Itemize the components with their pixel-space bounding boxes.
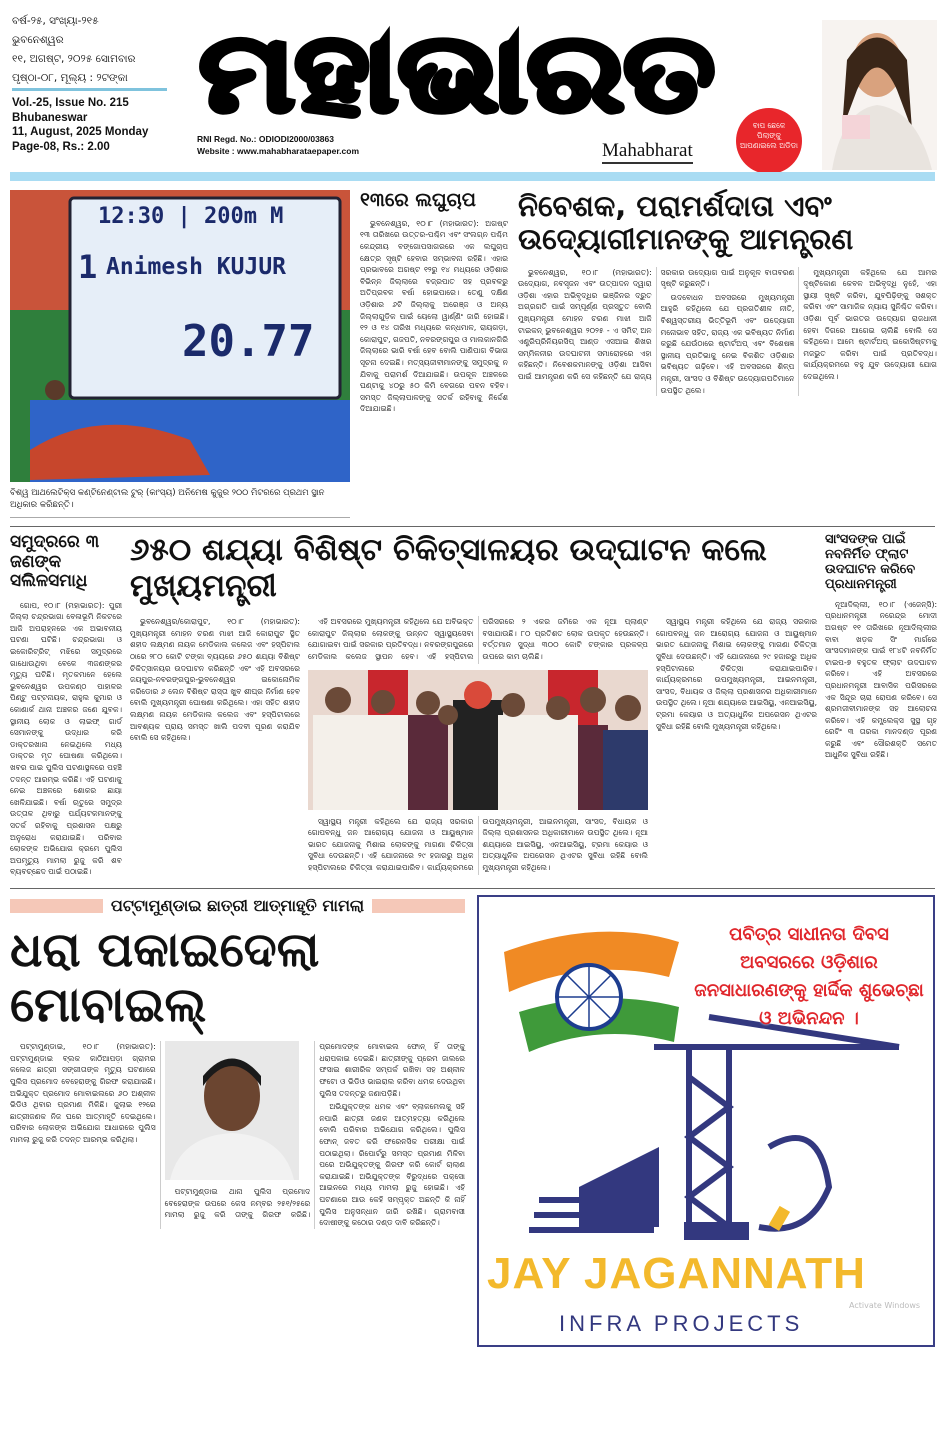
headline: ନିବେଶକ, ପରାମର୍ଶଦାତା ଏବଂ ଉଦ୍ୟୋଗୀମାନଙ୍କୁ ଆମନ୍ତ୍ରଣ [518, 189, 854, 257]
headline: ସମୁଦ୍ରରେ ୩ ଜଣଙ୍କ ସଲିଳସମାଧି [10, 532, 100, 592]
ad-tagline: INFRA PROJECTS [559, 1310, 804, 1336]
top-section [0, 184, 945, 526]
article-low-pressure [360, 190, 508, 417]
headline: ୬୫୦ ଶଯ୍ୟା ବିଶିଷ୍ଟ ଚିକିତ୍ସାଳୟର ଉଦ୍‌ଘାଟନ କଲେ ମୁଖ୍ୟମନ୍ତ୍ରୀ [130, 532, 767, 604]
decor-bar [10, 899, 103, 913]
scoreboard-rank: 1 [78, 248, 98, 286]
article-body: ସ୍ୱାସ୍ଥ୍ୟ ମନ୍ତ୍ରୀ କହିଥିଲେ ଯେ ରାଜ୍ୟ ସରକାର ଗୋପବନ୍ଧୁ ଜନ ଆରୋଗ୍ୟ ଯୋଜନା ଓ ଆୟୁଷ୍ମାନ ଭାରତ ଯୋଜନାକୁ ମିଶାଇ ଲୋକଙ୍କୁ ମାଗଣା ଚିକିତ୍ସା ସୁବିଧା ଦେଉଛନ୍ତି। ଏହି ଯୋଜନାରେ ୨୯ ହଜାରରୁ ଅଧିକ ହସ୍ପିଟାଲରେ ଚିକିତ୍ସା କରାଯାଇପାରିବ। କାର୍ଯ୍ୟକ୍ରମରେ ଉପମୁଖ୍ୟମନ୍ତ୍ରୀ, ଆଇନମନ୍ତ୍ରୀ, ସାଂସଦ, ବିଧାୟକ ଓ ଜିଲ୍ଲା ପ୍ରଶାସନର ଅଧିକାରୀମାନେ ଉପସ୍ଥିତ ଥିଲେ। ନୂଆ ଶଯ୍ୟାରେ ଆଇସିୟୁ, ଏନଆଇସିୟୁ, ଟ୍ରମା କେୟାର ଓ ଅତ୍ୟାଧୁନିକ ଅପରେସନ ଥିଏଟର ସୁବିଧା ରହିଛି ବୋଲି ମୁଖ୍ୟମନ୍ତ୍ରୀ କହିଥିଲେ। [308, 816, 648, 873]
registration-info [197, 133, 359, 157]
ad-brand [487, 1249, 927, 1299]
article-body: ପଟ୍ଟାମୁଣ୍ଡାଇ, ୧୦।୮ (ମହାଭାରତ): ପଟ୍ଟାମୁଣ୍ଡାଇ ବ୍ଲକ କାଠିଆପଡ଼ା ଗ୍ରାମର କଲେଜ ଛାତ୍ରୀ ସଙ୍ଗୀତାଙ୍କ ମୃତ୍ୟୁ ଘଟଣାରେ ପୁଲିସ ପ୍ରମୋଦ ବେହେରାଙ୍କୁ ଗିରଫ କରାଯାଇଛି। ଅଭିଯୁକ୍ତ ପ୍ରମୋଦ ମୋବାଇଲରେ ୬୦ ଅଶ୍ଳୀଳ ଭିଡିଓ ଥିବାର ପ୍ରମାଣ ମିଳିଛି। ଜୁଲାଇ ୧୨ରେ ଛାତ୍ରୀଜଣକ ନିଜ ଘରେ ଆତ୍ମାହୂତି ଦେଇଥିଲେ। ପରିବାର ଲୋକଙ୍କ ଅଭିଯୋଗ ଆଧାରରେ ପୁଲିସ ମାମଲା ରୁଜୁ କରି ତଦନ୍ତ ଆରମ୍ଭ କରିଥିଲା। [10, 1042, 156, 1145]
jay-jagannath-ad [477, 895, 935, 1347]
middle-section [0, 527, 945, 888]
scoreboard-name: Animesh KUJUR [106, 254, 287, 280]
ad-brand-word: JAY [487, 1248, 571, 1298]
athlete-photo [10, 190, 350, 482]
article-drowning [10, 533, 122, 880]
accused-photo [165, 1041, 299, 1180]
headline: ଧରା ପକାଇଦେଲା ମୋବାଇଲ୍ [10, 921, 320, 1034]
headline: ସାଂସଦଙ୍କ ପାଇଁ ନବନିର୍ମିତ ଫ୍ଲାଟ ଉଦଘାଟନ କରିବେ ପ୍ରଧାନମନ୍ତ୍ରୀ [825, 532, 916, 592]
masthead-logo [195, 6, 720, 130]
os-watermark: Activate Windows [849, 1300, 921, 1310]
scoreboard-time: 20.77 [182, 316, 315, 367]
header-ad-badge: ବାପ ଛେଳେ ପିଲାଙ୍କୁ ଆପଣାଇଲେ ଅଡିଡା [736, 108, 802, 174]
issue-city-odia: ଭୁବନେଶ୍ୱର [12, 34, 64, 46]
decor-bar [372, 899, 465, 913]
photo-column [10, 190, 350, 518]
photo-caption: ବିଶ୍ୱ ଆଥଲେଟିକ୍ସ କଣ୍ଟିନେଣ୍ଟାଲ ଟୁର୍ (କାଂସ୍ୟ) ଅନିମେଷ କୁଜୁର ୨୦୦ ମିଟରରେ ପ୍ରଥମ ସ୍ଥାନ ଅଧିକାର କରିଛନ୍ତି। [10, 487, 350, 518]
logo-text: ମହାଭାରତ [199, 11, 715, 130]
header-band [10, 172, 935, 181]
article-body: ଗୋପ, ୧୦।୮ (ମହାଭାରତ): ପୁରୀ ଜିଲ୍ଲା ଚନ୍ଦ୍ରଭାଗା ବେଳାଭୂମି ନିକଟରେ ଆଜି ଅପରାହ୍ନରେ ଏକ ଅଭାବନୀୟ ଘଟଣା ଘଟିଛି। ଚନ୍ଦ୍ରଭାଗା ଓ ଇକୋରିଟ୍ରିଟ୍ ମଝିରେ ସମୁଦ୍ରରେ ଗାଧୋଉଥିବା ବେଳେ ୩ଜଣଙ୍କର ମୃତ୍ୟୁ ଘଟିଛି। ମୃତକମାନେ ହେଲେ ଭୁବନେଶ୍ୱର ଉପକଣ୍ଠ ପାହାଳର ପିଣ୍ଟୁ ପଟ୍ଟନାୟକ, ରାହୁଲ କୁମାର ଓ କୋଣାର୍କ ଥାନା ଅଞ୍ଚଳର ଜଣେ ଯୁବକ। ସ୍ଥାନୀୟ ଲୋକ ଓ ଲାଇଫ୍ ଗାର୍ଡ ସେମାନଙ୍କୁ ଉଦ୍ଧାର କରି ଡାକ୍ତରଖାନା ନେଇଥିଲେ ମଧ୍ୟ ଡାକ୍ତର ମୃତ ଘୋଷଣା କରିଥିଲେ। ଖବର ପାଇ ପୁଲିସ ଘଟଣାସ୍ଥଳରେ ପହଞ୍ଚି ତଦନ୍ତ ଆରମ୍ଭ କରିଛି। ଏହି ଘଟଣାକୁ ନେଇ ଅଞ୍ଚଳରେ ଶୋକର ଛାୟା ଖେଳିଯାଇଛି। ବର୍ଷା ଋତୁରେ ସମୁଦ୍ର ଉତ୍ତାଳ ଥିବାରୁ ପର୍ଯ୍ୟଟକମାନଙ୍କୁ ସତର୍କ ରହିବାକୁ ପ୍ରଶାସନ ପକ୍ଷରୁ ଅନୁରୋଧ କରାଯାଇଛି। ପରିବାର ଲୋକଙ୍କ ଅଭିଯୋଗ କ୍ରମେ ପୁଲିସ ଅପମୃତ୍ୟୁ ମାମଲା ରୁଜୁ କରି ଶବ ବ୍ୟବଚ୍ଛେଦ ପାଇଁ ପଠାଇଛି। [10, 600, 122, 877]
article-mp-flats [825, 533, 937, 763]
divider [12, 88, 167, 91]
headline: ୧୩ରେ ଲଘୁଚାପ [360, 189, 476, 211]
inauguration-photo [308, 670, 648, 810]
article-body: ଭୁବନେଶ୍ୱର, ୧୦।୮ (ମହାଭାରତ): ଉଦ୍ୟୋଗ, ନବସୃଜନ ଏବଂ ଉତ୍ପାଦନ ଦ୍ୱାରା ଓଡ଼ିଶା ଏହାର ଅଭିବୃଦ୍ଧିର ଇଞ୍ଜିନର ଦ୍ରୁତ ଅଗ୍ରଗତି ପାଇଁ ସମ୍ପୂର୍ଣ୍ଣ ପ୍ରସ୍ତୁତ ବୋଲି ମୁଖ୍ୟମନ୍ତ୍ରୀ ମୋହନ ଚରଣ ମାଝୀ ଆଜି ଟାଇକନ୍ ଭୁବନେଶ୍ୱର ୨୦୨୫ - ଏ ସମିଟ୍ ଅନ ଏଣ୍ଟ୍ରିପ୍ରିନିୟରସିପ୍ ଆଣ୍ଡ ଏସଆଇ ଶିଖର ସମ୍ମିଳନୀର ଉଦଘାଟନୀ ସମାରୋହରେ ଏହା କହିଛନ୍ତି। ନିବେଶକମାନଙ୍କୁ ଓଡ଼ିଶା ଆସିବା ପାଇଁ ଆମନ୍ତ୍ରଣ କରି ସେ କହିଛନ୍ତି ଯେ ରାଜ୍ୟ ସରକାର ଉଦ୍ୟୋଗ ପାଇଁ ଅନୁକୂଳ ବାତାବରଣ ସୃଷ୍ଟି କରୁଛନ୍ତି। [518, 267, 795, 382]
scoreboard-header: 12:30 | 200m M [98, 204, 284, 229]
article-body: ମୁଖ୍ୟମନ୍ତ୍ରୀ କହିଥିଲେ ଯେ ଆମର ଦୃଷ୍ଟିକୋଣ କେବଳ ଅଭିବୃଦ୍ଧି ନୁହେଁ, ଏହା ସ୍ଥାୟୀ ସୃଷ୍ଟି କରିବା, ଯୁବପିଢ଼ିଙ୍କୁ ସଶକ୍ତ କରିବା ଏବଂ ସାମାଜିକ ନ୍ୟାୟ ସୁନିଶ୍ଚିତ କରିବା। ଓଡ଼ିଶା ପୂର୍ବ ଭାରତର ଉଦ୍ୟୋଗ ରାଜଧାନୀ ହେବା ଦିଗରେ ଆଗେଇ ଚାଲିଛି ବୋଲି ସେ କହିଥିଲେ। ଆମେ ଷ୍ଟାର୍ଟଅପ୍ ଇକୋସିଷ୍ଟମକୁ ମଜଭୁତ କରିବା ପାଇଁ ପ୍ରତିବଦ୍ଧ। କାର୍ଯ୍ୟକ୍ରମରେ ବହୁ ଯୁବ ଉଦ୍ୟୋଗୀ ଯୋଗ ଦେଇଥିଲେ। [803, 267, 937, 382]
article-body: ସ୍ୱାସ୍ଥ୍ୟ ମନ୍ତ୍ରୀ କହିଥିଲେ ଯେ ରାଜ୍ୟ ସରକାର ଗୋପବନ୍ଧୁ ଜନ ଆରୋଗ୍ୟ ଯୋଜନା ଓ ଆୟୁଷ୍ମାନ ଭାରତ ଯୋଜନାକୁ ମିଶାଇ ଲୋକଙ୍କୁ ମାଗଣା ଚିକିତ୍ସା ସୁବିଧା ଦେଉଛନ୍ତି। ଏହି ଯୋଜନାରେ ୨୯ ହଜାରରୁ ଅଧିକ ହସ୍ପିଟାଲରେ ଚିକିତ୍ସା କରାଯାଇପାରିବ। କାର୍ଯ୍ୟକ୍ରମରେ ଉପମୁଖ୍ୟମନ୍ତ୍ରୀ, ଆଇନମନ୍ତ୍ରୀ, ସାଂସଦ, ବିଧାୟକ ଓ ଜିଲ୍ଲା ପ୍ରଶାସନର ଅଧିକାରୀମାନେ ଉପସ୍ଥିତ ଥିଲେ। ନୂଆ ଶଯ୍ୟାରେ ଆଇସିୟୁ, ଏନଆଇସିୟୁ, ଟ୍ରମା କେୟାର ଓ ଅତ୍ୟାଧୁନିକ ଅପରେସନ ଥିଏଟର ସୁବିଧା ରହିଛି ବୋଲି ମୁଖ୍ୟମନ୍ତ୍ରୀ କହିଥିଲେ। [656, 617, 817, 731]
article-body: ଉଦବୋଧନ ଅବସରରେ ମୁଖ୍ୟମନ୍ତ୍ରୀ ଆହୁରି କହିଥିଲେ ଯେ ପ୍ରଗତିଶୀଳ ନୀତି, ବିଶ୍ୱସ୍ତରୀୟ ଭିତ୍ତିଭୂମି ଏବଂ ଉଦ୍ୟୋଗୀ ମନୋଭାବ ସହିତ, ରାଜ୍ୟ ଏକ ଭବିଷ୍ୟତ ନିର୍ମାଣ କରୁଛି ଯେଉଁଠାରେ ଷ୍ଟାର୍ଟଅପ୍ ଏବଂ ବିଶେଷଜ୍ଞ ସ୍ଥାନୀୟ ପ୍ରତିଭାକୁ ନେଇ ବିକଶିତ ଓଡ଼ିଶାର ଭବିଷ୍ୟତ ଗଢ଼ିବେ। ଏହି ଅବସରରେ ଶିଳ୍ପ ମନ୍ତ୍ରୀ, ସାଂସଦ ଓ ବିଶିଷ୍ଟ ଉଦ୍ୟୋଗପତିମାନେ ଉପସ୍ଥିତ ଥିଲେ। [660, 292, 795, 395]
inauguration-group-icon [308, 670, 648, 810]
article-kicker [10, 895, 465, 917]
ad-brand-word: JAGANNATH [584, 1248, 866, 1298]
brand-name: Mahabharat [602, 140, 693, 164]
article-body: ଅଭିଯୁକ୍ତଙ୍କ ଧମକ ଏବଂ ବ୍ଲାକମେଲକୁ ସହି ନପାରି ଛାତ୍ରୀ ଜଣକ ଆତ୍ମହତ୍ୟା କରିଥିଲେ ବୋଲି ପରିବାର ଅଭିଯୋଗ କରିଥିଲେ। ପୁଲିସ ଫୋନ୍ ଜବତ କରି ଫରେନସିକ ପରୀକ୍ଷା ପାଇଁ ପଠାଇଥିଲା। ରିପୋର୍ଟରୁ ସମସ୍ତ ପ୍ରମାଣ ମିଳିବା ପରେ ଅଭିଯୁକ୍ତଙ୍କୁ ଗିରଫ କରି କୋର୍ଟ ଚାଲାଣ କରାଯାଇଛି। ଅଭିଯୁକ୍ତଙ୍କ ବିରୁଦ୍ଧରେ ପକ୍ସୋ ଆଇନରେ ମଧ୍ୟ ମାମଲା ରୁଜୁ ହୋଇଛି। ଏହି ଘଟଣାରେ ଆଉ କେହି ସମ୍ପୃକ୍ତ ଅଛନ୍ତି କି ନାହିଁ ପୁଲିସ ଅନୁସନ୍ଧାନ ଜାରି ରଖିଛି। ଗ୍ରାମବାସୀ ଦୋଷୀଙ୍କୁ କଠୋର ଦଣ୍ଡ ଦାବି କରିଛନ୍ତି। [319, 1102, 465, 1228]
article-body: ନୂଆଦିଲ୍ଲୀ, ୧୦।୮ (ଏଜେନ୍ସି): ପ୍ରଧାନମନ୍ତ୍ରୀ ନରେନ୍ଦ୍ର ମୋଦୀ ଅଗଷ୍ଟ ୧୧ ତାରିଖରେ ନୂଆଦିଲ୍ଲୀର ବାବା ଖଡ଼କ ସିଂ ମାର୍ଗରେ ସାଂସଦମାନଙ୍କ ପାଇଁ ୧୮୪ଟି ନବନିର୍ମିତ ଟାଇପ-୭ ବହୁତଳ ଫ୍ଲାଟ ଉଦଘାଟନ କରିବେ। ଏହି ଅବସରରେ ପ୍ରଧାନମନ୍ତ୍ରୀ ଆବାସିକ ପରିସରରେ ଏକ ସିନ୍ଦୂର ଚାରା ରୋପଣ କରିବେ। ସେ ଶ୍ରମଜୀବୀମାନଙ୍କ ସହ ଆଲୋଚନା କରିବେ। ଏହି କମ୍ପ୍ଲେକ୍ସ ସୁସ୍ଥ ଗୃହ ରେଟିଂ ୩ ତାରକା ମାନଦଣ୍ଡ ପୂରଣ କରୁଛି ଏବଂ ସୌରଶକ୍ତି ସମେତ ଆଧୁନିକ ସୁବିଧା ରହିଛି। [825, 599, 937, 760]
rni-number: RNI Regd. No.: ODIODI2000/03863 [197, 134, 334, 144]
issue-volume: Vol.-25, Issue No. 215 [12, 97, 129, 109]
issue-page-odia: ପୃଷ୍ଠା-୦୮, ମୂଲ୍ୟ : ୨ଟଙ୍କା [12, 72, 128, 84]
article-body: ପଟ୍ଟାମୁଣ୍ଡାଇ ଥାନା ପୁଲିସ ପ୍ରମୋଦ ବେହେରାଙ୍କ ଉପରେ କେସ ନମ୍ବର ୨୫୧/୨୫ରେ ମାମଲା ରୁଜୁ କରି ତାଙ୍କୁ ଗିରଫ କରିଛି। ପ୍ରମୋଦଙ୍କ ମୋବାଇଲ ଫୋନ୍ ହିଁ ତାଙ୍କୁ ଧରାପକାଇ ଦେଇଛି। ଛାତ୍ରୀଙ୍କୁ ପ୍ରେମ ଜାଲରେ ଫସାଇ ଶାରୀରିକ ସମ୍ପର୍କ ରଖିବା ସହ ଅଶ୍ଳୀଳ ଫଟୋ ଓ ଭିଡିଓ ଭାଇରାଲ କରିବା ଧମକ ଦେଉଥିବା ପୁଲିସ ତଦନ୍ତରୁ ଜଣାପଡ଼ିଛି। [164, 1042, 465, 1220]
issue-volume-odia: ବର୍ଷ-୨୫, ସଂଖ୍ୟା-୨୧୫ [12, 15, 99, 27]
article-body: ଭୁବନେଶ୍ୱର/କୋରାପୁଟ, ୧୦।୮ (ମହାଭାରତ): ମୁଖ୍ୟମନ୍ତ୍ରୀ ମୋହନ ଚରଣ ମାଝୀ ଆଜି କୋରାପୁଟ ସ୍ଥିତ ଶହୀଦ ଲକ୍ଷ୍ମଣ ନାୟକ ମେଡିକାଲ କଲେଜ ଏବଂ ହସ୍ପିଟାଲ ଠାରେ ୨୮୦ କୋଟି ଟଙ୍କା ବ୍ୟୟରେ ୬୫୦ ଶଯ୍ୟା ବିଶିଷ୍ଟ ଚିକିତ୍ସାଳୟର ଉଦଘାଟନ କରିଛନ୍ତି ଏବଂ ଏହି ଅବସରରେ ଜୟପୁର-ନବରଙ୍ଗପୁର-ଭୁବନେଶ୍ୱର ଇକୋନୋମିକ କରିଡୋର ୬ ଲେନ ବିଶିଷ୍ଟ ରାସ୍ତା ଖୁବ ଶୀଘ୍ର ନିର୍ମାଣ ହେବ ବୋଲି ମୁଖ୍ୟମନ୍ତ୍ରୀ ଘୋଷଣା କରିଥିଲେ। ଏହା ସହିତ ଶହୀଦ ଲକ୍ଷ୍ମଣ ନାୟକ ମେଡିକାଲ କଲେଜ ଏବଂ ହସ୍ପିଟାଲରେ ଆବଶ୍ୟକ ପ୍ରାୟ ସମସ୍ତ ଖାଲି ପଦବୀ ପୂରଣ କରାଯିବ ବୋଲି ସେ କହିଥିଲେ। [130, 617, 300, 743]
masthead [0, 0, 945, 184]
article-mobile [10, 895, 465, 1229]
issue-info-odia [12, 12, 167, 88]
kicker-text: ପଟ୍ଟାମୁଣ୍ଡାଇ ଛାତ୍ରୀ ଆତ୍ମାହୂତି ମାମଲା [110, 895, 365, 915]
article-investors [518, 190, 937, 396]
issue-page: Page-08, Rs.: 2.00 [12, 140, 110, 153]
person-portrait-icon [165, 1041, 299, 1180]
article-mobile-body [10, 1041, 465, 1229]
bottom-section [0, 889, 945, 1355]
ad-greeting: ପବିତ୍ର ସାଧୀନତା ଦିବସ ଅବସରରେ ଓଡ଼ିଶାର ଜନସାଧାରଣଙ୍କୁ ହାର୍ଦ୍ଦିକ ଶୁଭେଚ୍ଛା ଓ ଅଭିନନ୍ଦନ । [694, 923, 924, 1029]
article-body: ଏହି ଅବସରରେ ମୁଖ୍ୟମନ୍ତ୍ରୀ କହିଥିଲେ ଯେ ଅବିଭକ୍ତ କୋରାପୁଟ ଜିଲ୍ଲାର ଲୋକଙ୍କୁ ଉନ୍ନତ ସ୍ୱାସ୍ଥ୍ୟସେବା ଯୋଗାଇବା ପାଇଁ ସରକାର ପ୍ରତିବଦ୍ଧ। ନବରଙ୍ଗପୁରରେ ମେଡିକାଲ କଲେଜ ସ୍ଥାପନ ହେବ। ଏହି ହସ୍ପିଟାଲ ପରିସରରେ ୨ ଏକର ଜମିରେ ଏକ ନୂଆ ପ୍ଲାଣ୍ଟ ବସାଯାଉଛି। ୮୦ ପ୍ରତିଶତ ଲୋକ ଉପକୃତ ହେଉଛନ୍ତି। ବର୍ତ୍ତମାନ ସୁଦ୍ଧା ୩୦୦ କୋଟି ଟଙ୍କାର ପ୍ରକଳ୍ପ ଉପରେ କାମ ଚାଲିଛି। [308, 617, 648, 662]
issue-info-english [12, 96, 182, 154]
website: Website : www.mahabharataepaper.com [197, 146, 360, 156]
issue-city: Bhubaneswar [12, 111, 88, 124]
issue-date-odia: ୧୧, ଅଗଷ୍ଟ, ୨୦୨୫ ସୋମବାର [12, 53, 136, 65]
issue-date: 11, August, 2025 Monday [12, 126, 149, 138]
article-hospital [130, 533, 817, 875]
article-body: ଭୁବନେଶ୍ୱର, ୧୦।୮ (ମହାଭାରତ): ଅଗଷ୍ଟ ୧୩ ତାରିଖରେ ଉତ୍ତର-ପଶ୍ଚିମ ଏବଂ ସଂଲଗ୍ନ ପଶ୍ଚିମ କେନ୍ଦ୍ରୀୟ ବଙ୍ଗୋପସାଗରରେ ଏକ ଲଘୁଚାପ କ୍ଷେତ୍ର ସୃଷ୍ଟି ହେବାର ସମ୍ଭାବନା ରହିଛି। ଏହାର ପ୍ରଭାବରେ ଅଗଷ୍ଟ ୧୨ରୁ ୧୪ ମଧ୍ୟରେ ଓଡ଼ିଶାର ବିଭିନ୍ନ ଜିଲ୍ଲାରେ ବଜ୍ରପାତ ସହ ପ୍ରବଳରୁ ଅତିପ୍ରବଳ ବର୍ଷା ହୋଇପାରେ। ତେଣୁ ଦକ୍ଷିଣ ଓଡ଼ିଶାର ୬ଟି ଜିଲ୍ଲାକୁ ଅରେଞ୍ଜ ଓ ଅନ୍ୟ ଜିଲ୍ଲାଗୁଡ଼ିକ ପାଇଁ ୟେଲୋ ୱାର୍ଣ୍ଣିଂ ଜାରି ହୋଇଛି। ୧୨ ଓ ୧୪ ତାରିଖ ମଧ୍ୟରେ କନ୍ଧମାଳ, ରାୟଗଡ଼ା, କୋରାପୁଟ, ଗଜପତି, ନବରଙ୍ଗପୁର ଓ ମାଲକାନଗିରି ଜିଲ୍ଲାରେ ଭାରି ବର୍ଷା ହେବ ବୋଲି ପାଣିପାଗ ବିଭାଗ ସୂଚନା ଦେଇଛି। ମତ୍ସ୍ୟଜୀବୀମାନଙ୍କୁ ସମୁଦ୍ରକୁ ନ ଯିବାକୁ ପରାମର୍ଶ ଦିଆଯାଇଛି। ଉପକୂଳ ଅଞ୍ଚଳରେ ଘଣ୍ଟାକୁ ୪୦ରୁ ୫୦ କିମି ବେଗରେ ପବନ ବହିବ। ସମସ୍ତ ଜିଲ୍ଲାପାଳଙ୍କୁ ସତର୍କ ରହିବାକୁ ନିର୍ଦ୍ଦେଶ ଦିଆଯାଇଛି। [360, 218, 508, 414]
